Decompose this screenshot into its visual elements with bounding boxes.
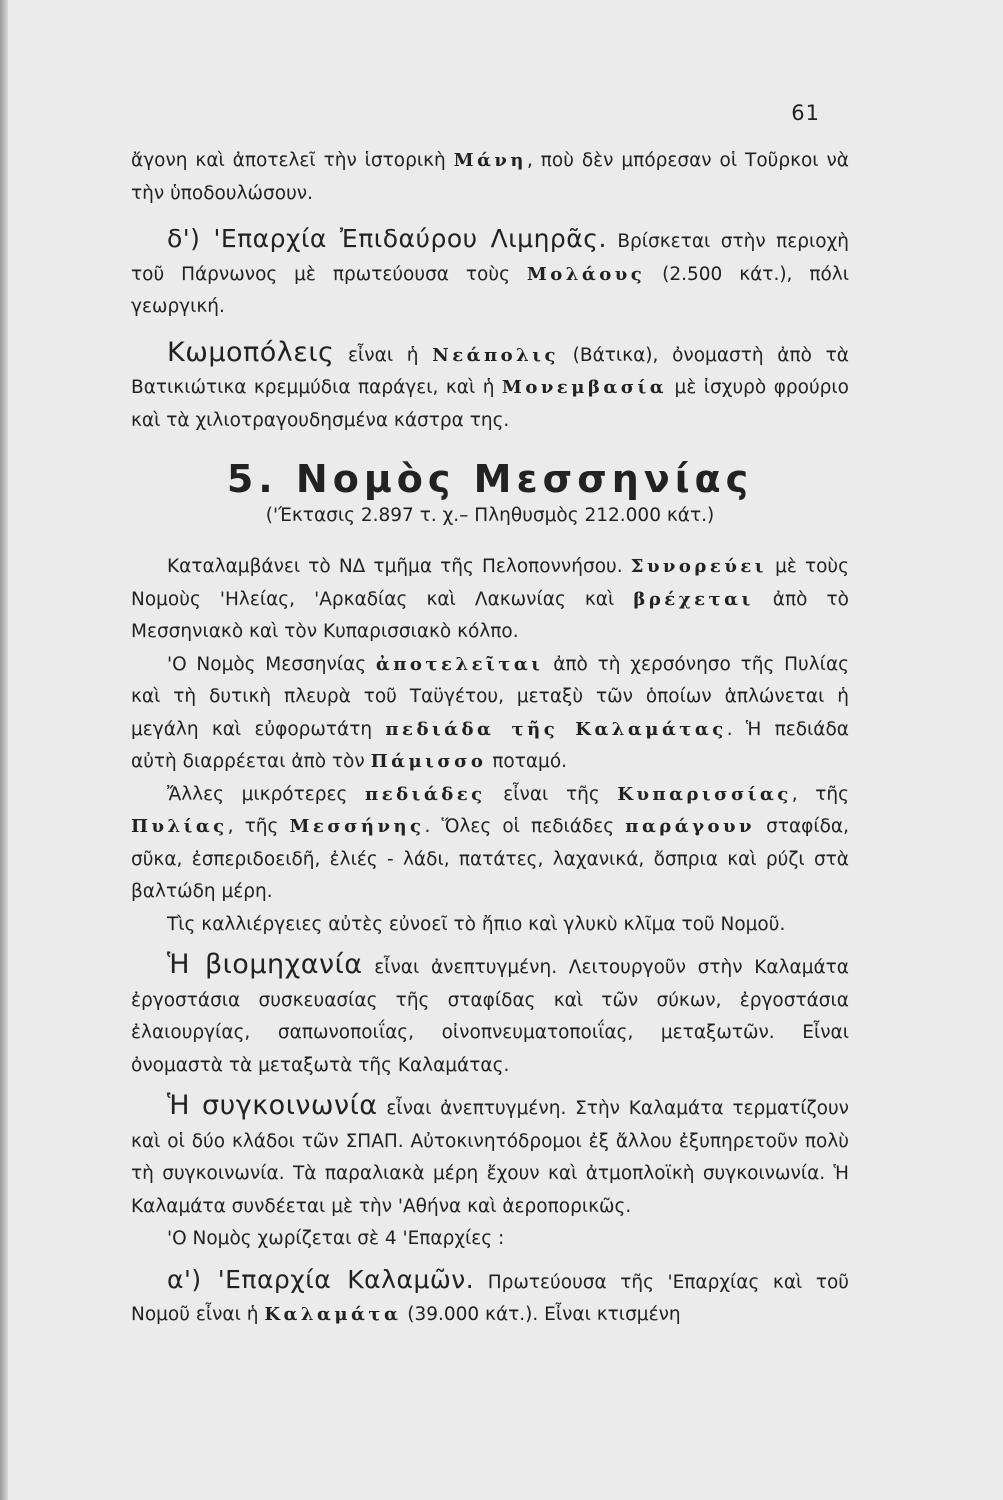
section-heading: δ') 'Επαρχία Ἐπιδαύρου Λιμηρᾶς. — [167, 224, 607, 253]
paragraph-kalamai: α') 'Επαρχία Καλαμῶν. Πρωτεύουσα τῆς 'Επαρχίας καὶ τοῦ Νομοῦ εἶναι ἡ Καλαμάτα (39.000 κάτ.). Εἶναι κτισμένη — [131, 1264, 849, 1325]
paragraph-epidavros: δ') 'Επαρχία Ἐπιδαύρου Λιμηρᾶς. Βρίσκεται στὴν περιοχὴ τοῦ Πάρνωνος μὲ πρωτεύουσα τοὺς Μολάους (2.500 κάτ.), πόλι γεωργική. — [131, 224, 849, 317]
page-content — [131, 145, 849, 1332]
section-heading: α') 'Επαρχία Καλαμῶν. — [167, 1264, 475, 1294]
paragraph-geography: 'Ο Νομὸς Μεσσηνίας ἀποτελεῖται ἀπὸ τὴ χερσόνησο τῆς Πυλίας καὶ τὴ δυτικὴ πλευρὰ τοῦ Ταϋγέτου, μεταξὺ τῶν ὁποίων ἁπλώνεται ἡ μεγάλη καὶ εὐφορωτάτη πεδιάδα τῆς Καλαμάτας. Ἡ πεδιάδα αὐτὴ διαρρέεται ἀπὸ τὸν Πάμισσο ποταμό. — [131, 653, 849, 772]
page-edge — [0, 0, 8, 1500]
paragraph-provinces: 'Ο Νομὸς χωρίζεται σὲ 4 'Επαρχίες : — [167, 1228, 505, 1249]
paragraph-mani: ἄγονη καὶ ἀποτελεῖ τὴν ἱστορικὴ Μάνη, ποὺ δὲν μπόρεσαν οἱ Τοῦρκοι νὰ τὴν ὑποδουλώσουν. — [131, 150, 849, 204]
paragraph-climate: Τὶς καλλιέργειες αὐτὲς εὐνοεῖ τὸ ἤπιο καὶ γλυκὺ κλῖμα τοῦ Νομοῦ. — [167, 913, 786, 935]
paragraph-transport: Ἡ συγκοινωνία εἶναι ἀνεπτυγμένη. Στὴν Καλαμάτα τερματίζουν καὶ οἱ δύο κλάδοι τῶν ΣΠΑΠ. Αὐτοκινητόδρομοι ἐξ ἄλλου ἐξυπηρετοῦν πολὺ τὴ συγκοινωνία. Τὰ παραλιακὰ μέρη ἔχουν καὶ ἀτμοπλοϊκὴ συγκοινωνία. Ἡ Καλαμάτα συνδέεται μὲ τὴν 'Αθήνα καὶ ἀεροπορικῶς. — [131, 1090, 850, 1217]
chapter-subtitle: ('Έκτασις 2.897 τ. χ.– Πληθυσμὸς 212.000 κάτ.) — [265, 505, 715, 526]
section-heading: Ἡ συγκοινωνία — [167, 1090, 378, 1121]
section-heading: Ἡ βιομηχανία — [167, 949, 363, 980]
paragraph-komopoleis: Κωμοπόλεις εἶναι ἡ Νεάπολις (Βάτικα), ὀνομαστὴ ἀπὸ τὰ Βατικιώτικα κρεμμύδια παράγει, καὶ ἡ Μονεμβασία μὲ ἰσχυρὸ φρούριο καὶ τὰ χιλιοτραγουδησμένα κάστρα της. — [131, 336, 850, 431]
paragraph-plains: Ἄλλες μικρότερες πεδιάδες εἶναι τῆς Κυπαρισσίας, τῆς Πυλίας, τῆς Μεσσήνης. Ὅλες οἱ πεδιάδες παράγουν σταφίδα, σῦκα, ἐσπεριδοειδῆ, ἐλιές - λάδι, πατάτες, λαχανικά, ὄσπρια καὶ ρύζι στὰ βαλτώδη μέρη. — [131, 783, 850, 902]
paragraph-industry: Ἡ βιομηχανία εἶναι ἀνεπτυγμένη. Λειτουργοῦν στὴν Καλαμάτα ἐργοστάσια συσκευασίας τῆς σταφίδας καὶ τῶν σύκων, ἐργοστάσια ἐλαιουργίας, σαπωνοποιΐας, οἰνοπνευματοποιΐας, μεταξωτῶν. Εἶναι ὀνομαστὰ τὰ μεταξωτὰ τῆς Καλαμάτας. — [131, 949, 849, 1076]
page-number: 61 — [791, 101, 820, 125]
chapter-title: 5. Νομὸς Μεσσηνίας — [226, 457, 754, 501]
paragraph-borders: Καταλαμβάνει τὸ ΝΔ τμῆμα τῆς Πελοποννήσου. Συνορεύει μὲ τοὺς Νομοὺς 'Ηλείας, 'Αρκαδίας καὶ Λακωνίας καὶ βρέχεται ἀπὸ τὸ Μεσσηνιακὸ καὶ τὸν Κυπαρισσιακὸ κόλπο. — [131, 556, 849, 642]
section-heading: Κωμοπόλεις — [167, 336, 335, 368]
